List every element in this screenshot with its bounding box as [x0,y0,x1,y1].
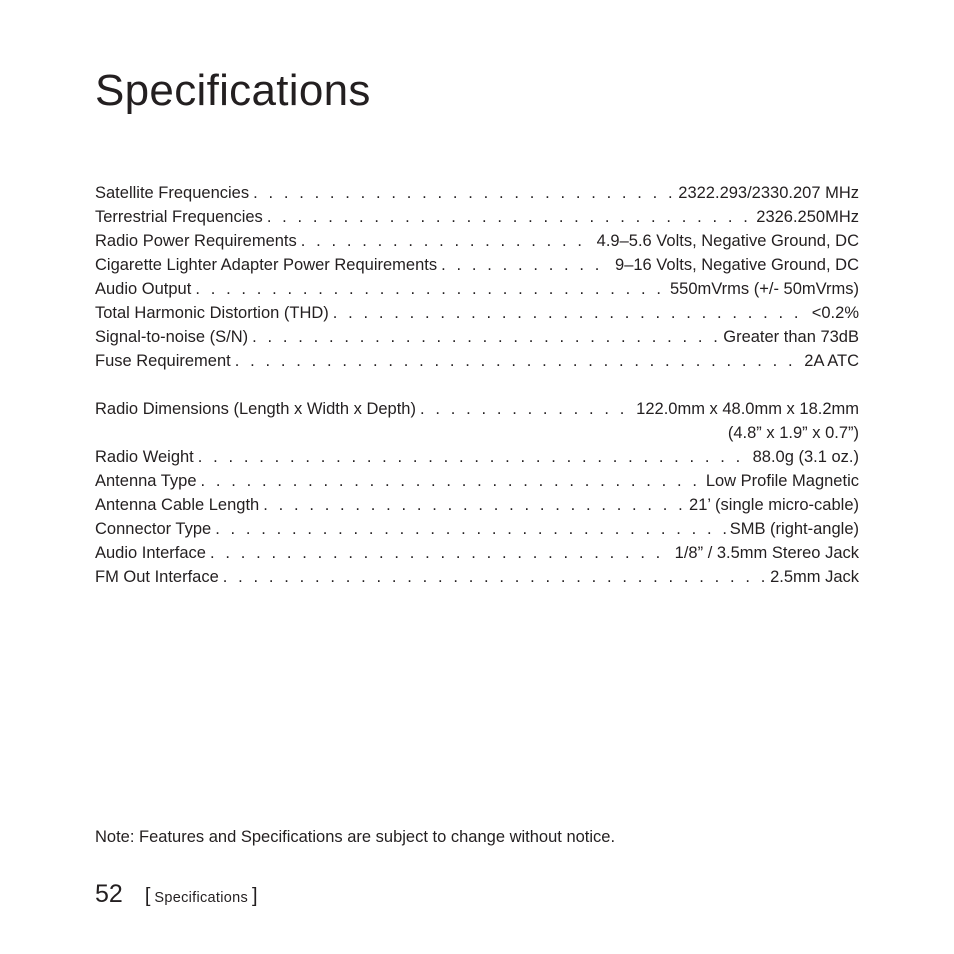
dot-leader [267,205,752,229]
spec-label: Satellite Frequencies [95,184,250,202]
dot-leader [195,277,666,301]
spec-label: Radio Power Requirements [95,232,297,250]
spec-value: 4.9–5.6 Volts, Negative Ground, DC [596,232,859,250]
spec-row-audio-output [95,277,859,301]
spec-value: 2A ATC [804,352,859,370]
dot-leader [235,349,801,373]
dot-leader [201,469,702,493]
dot-leader [252,325,719,349]
spec-row-signal-to-noise [95,325,859,349]
spec-label: Signal-to-noise (S/N) [95,328,249,346]
spec-value: 2.5mm Jack [770,568,859,586]
spec-row-satellite-frequencies [95,181,859,205]
spec-list [95,181,859,589]
spec-value: Low Profile Magnetic [705,472,859,490]
spec-value: 122.0mm x 48.0mm x 18.2mm [636,400,859,418]
spec-row-radio-dimensions [95,397,859,421]
disclaimer-note: Note: Features and Specifications are subject to change without notice. [95,828,616,846]
footer-section-name: Specifications [154,890,249,906]
spec-label: Cigarette Lighter Adapter Power Requirements [95,256,438,274]
spec-value: <0.2% [811,304,859,322]
bracket-open: [ [144,885,151,907]
spec-row-antenna-type [95,469,859,493]
dot-leader [223,565,766,589]
spec-row-fm-out-interface [95,565,859,589]
dot-leader [420,397,632,421]
group-spacer [95,373,859,397]
spec-value: 1/8” / 3.5mm Stereo Jack [674,544,859,562]
dot-leader [210,541,671,565]
spec-value: 9–16 Volts, Negative Ground, DC [615,256,859,274]
dot-leader [198,445,749,469]
spec-value: 2322.293/2330.207 MHz [678,184,859,202]
spec-value: 2326.250MHz [756,208,859,226]
spec-row-thd [95,301,859,325]
spec-label: Antenna Type [95,472,197,490]
spec-value-continuation: (4.8” x 1.9” x 0.7”) [727,424,859,442]
dot-leader [301,229,593,253]
page-number: 52 [95,880,123,908]
spec-row-fuse-requirement [95,349,859,373]
spec-row-radio-weight [95,445,859,469]
spec-value: 550mVrms (+/- 50mVrms) [669,280,859,298]
dot-leader [253,181,674,205]
dot-leader [215,517,726,541]
spec-label: Terrestrial Frequencies [95,208,263,226]
spec-label: Connector Type [95,520,212,538]
spec-value: SMB (right-angle) [729,520,859,538]
spec-row-antenna-cable-length [95,493,859,517]
spec-label: Radio Weight [95,448,194,466]
dot-leader [263,493,685,517]
page-footer [95,878,258,912]
dot-leader [333,301,808,325]
spec-label: Fuse Requirement [95,352,231,370]
spec-label: Antenna Cable Length [95,496,260,514]
spec-value: 21’ (single micro-cable) [689,496,859,514]
spec-label: Audio Output [95,280,192,298]
spec-row-radio-power [95,229,859,253]
spec-label: FM Out Interface [95,568,219,586]
spec-value: Greater than 73dB [723,328,859,346]
page-title: Specifications [95,66,371,115]
spec-row-connector-type [95,517,859,541]
spec-row-terrestrial-frequencies [95,205,859,229]
spec-label: Radio Dimensions (Length x Width x Depth) [95,400,416,418]
spec-row-cigarette-adapter-power [95,253,859,277]
dot-leader [441,253,611,277]
spec-row-audio-interface [95,541,859,565]
spec-value: 88.0g (3.1 oz.) [752,448,859,466]
spec-label: Total Harmonic Distortion (THD) [95,304,329,322]
bracket-close: ] [252,885,258,907]
spec-label: Audio Interface [95,544,206,562]
